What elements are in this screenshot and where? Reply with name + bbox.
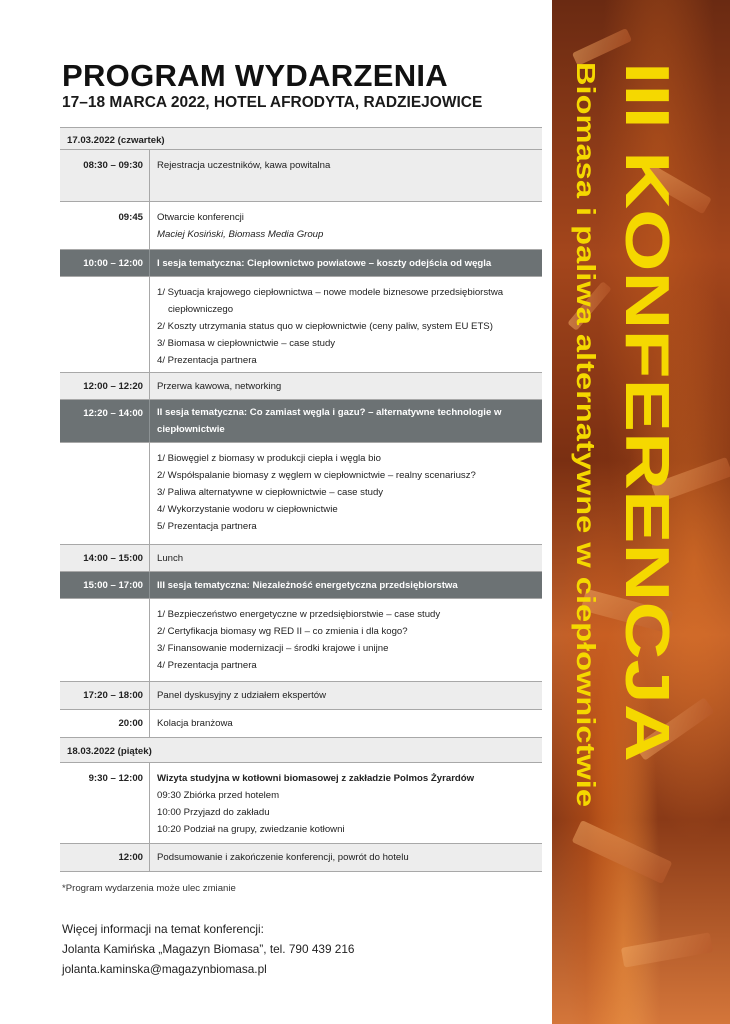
empty-time [60, 443, 150, 544]
list-item: 2/ Współspalanie biomasy z węglem w ciepłownictwie – realny scenariusz? [157, 470, 476, 481]
side-banner-image [552, 0, 730, 1024]
table-row [60, 373, 542, 400]
row-text: Panel dyskusyjny z udziałem ekspertów [157, 690, 327, 701]
list-item: 10:20 Podział na grupy, zwiedzanie kotłowni [157, 824, 345, 835]
row-text: Podsumowanie i zakończenie konferencji, powrót do hotelu [157, 852, 409, 863]
list-item: 1/ Sytuacja krajowego ciepłownictwa – nowe modele biznesowe przedsiębiorstwa [157, 287, 504, 298]
list-item: 10:00 Przyjazd do zakładu [157, 807, 270, 818]
list-item: 5/ Prezentacja partnera [157, 521, 257, 532]
session-items-1 [60, 277, 542, 373]
row-text: Lunch [157, 553, 184, 564]
day-date: 17.03.2022 (czwartek) [67, 135, 165, 146]
session-title: I sesja tematyczna: Ciepłownictwo powiatowe – koszty odejścia od węgla [157, 258, 492, 269]
row-time: 17:20 – 18:00 [60, 682, 150, 709]
session-time: 12:20 – 14:00 [60, 400, 150, 442]
empty-time [60, 599, 150, 681]
session-title: III sesja tematyczna: Niezależność energetyczna przedsiębiorstwa [157, 580, 458, 591]
session-header-3 [60, 572, 542, 599]
session-title-line: ciepłownictwie [157, 424, 225, 435]
footnote: *Program wydarzenia może ulec zmianie [62, 883, 236, 894]
list-item: 4/ Prezentacja partnera [157, 355, 257, 366]
table-row [60, 710, 542, 738]
list-item: ciepłowniczego [168, 304, 234, 315]
row-text: Rejestracja uczestników, kawa powitalna [157, 160, 331, 171]
table-row [60, 844, 542, 872]
list-item: 4/ Prezentacja partnera [157, 660, 257, 671]
list-item: 2/ Koszty utrzymania status quo w ciepłownictwie (ceny paliw, system EU ETS) [157, 321, 493, 332]
banner-text-svg [552, 0, 730, 1024]
page-title: PROGRAM WYDARZENIA [62, 58, 448, 93]
row-speaker: Maciej Kosiński, Biomass Media Group [157, 229, 324, 240]
list-item: 09:30 Zbiórka przed hotelem [157, 790, 280, 801]
table-row [60, 545, 542, 572]
row-time: 12:00 [60, 844, 150, 871]
day-header-2 [60, 738, 542, 763]
table-row [60, 682, 542, 710]
session-title-line: II sesja tematyczna: Co zamiast węgla i gazu? – alternatywne technologie w [157, 407, 502, 418]
page-subtitle: 17–18 MARCA 2022, HOTEL AFRODYTA, RADZIEJOWICE [62, 94, 483, 111]
row-title: Wizyta studyjna w kotłowni biomasowej z zakładzie Polmos Żyrardów [157, 773, 475, 784]
session-items-3 [60, 599, 542, 682]
item-list [150, 443, 542, 544]
row-text: Przerwa kawowa, networking [157, 381, 282, 392]
session-items-2 [60, 443, 542, 545]
list-item: 2/ Certyfikacja biomasy wg RED II – co zmienia i dla kogo? [157, 626, 408, 637]
session-header-2 [60, 400, 542, 443]
row-time: 14:00 – 15:00 [60, 545, 150, 571]
row-time: 12:00 – 12:20 [60, 373, 150, 399]
empty-time [60, 277, 150, 372]
schedule-table [60, 127, 542, 872]
row-time: 09:45 [60, 202, 150, 249]
item-list [150, 599, 542, 681]
list-item: 3/ Biomasa w ciepłownictwie – case study [157, 338, 336, 349]
contact-heading: Więcej informacji na temat konferencji: [62, 922, 264, 936]
list-item: 4/ Wykorzystanie wodoru w ciepłownictwie [157, 504, 338, 515]
row-desc [150, 202, 542, 249]
session-title [150, 400, 542, 442]
item-list [150, 277, 542, 372]
day-date: 18.03.2022 (piątek) [67, 746, 152, 757]
banner-title: III KONFERENCJA [612, 62, 681, 603]
row-time: 08:30 – 09:30 [60, 150, 150, 201]
session-time: 10:00 – 12:00 [60, 250, 150, 276]
row-text: Kolacja branżowa [157, 718, 233, 729]
table-row [60, 763, 542, 844]
table-row [60, 150, 542, 202]
list-item: 3/ Finansowanie modernizacji – środki krajowe i unijne [157, 643, 389, 654]
day-header-1 [60, 128, 542, 150]
contact-person: Jolanta Kamińska „Magazyn Biomasa”, tel. 790 439 216 [62, 942, 355, 956]
session-time: 15:00 – 17:00 [60, 572, 150, 598]
contact-info [62, 919, 354, 979]
contact-email: jolanta.kaminska@magazynbiomasa.pl [62, 962, 267, 976]
list-item: 1/ Biowęgiel z biomasy w produkcji ciepła i węgla bio [157, 453, 381, 464]
list-item: 1/ Bezpieczeństwo energetyczne w przedsiębiorstwie – case study [157, 609, 441, 620]
list-item: 3/ Paliwa alternatywne w ciepłownictwie – case study [157, 487, 384, 498]
row-text: Otwarcie konferencji [157, 212, 244, 223]
row-time: 9:30 – 12:00 [60, 763, 150, 843]
session-header-1 [60, 250, 542, 277]
banner-text [552, 0, 730, 1024]
row-time: 20:00 [60, 710, 150, 737]
banner-subtitle: Biomasa i paliwa alternatywne w ciepłownictwie [570, 62, 601, 656]
row-desc [150, 763, 542, 843]
table-row [60, 202, 542, 250]
